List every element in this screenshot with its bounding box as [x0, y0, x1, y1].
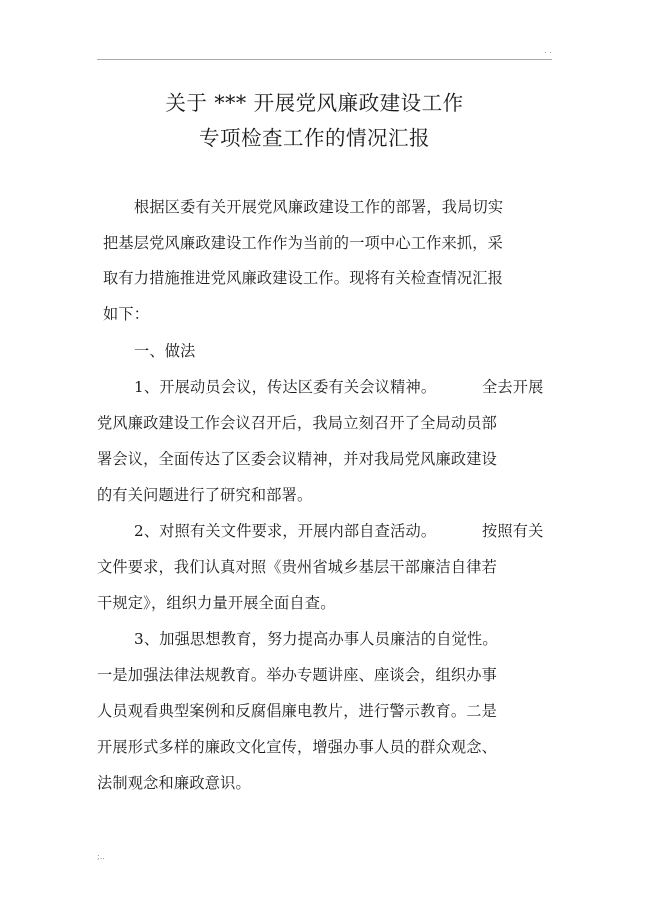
- paragraph-line: 根据区委有关开展党风廉政建设工作的部署，我局切实: [134, 198, 504, 216]
- paragraph-line: 文件要求，我们认真对照《贵州省城乡基层干部廉洁自律若: [97, 558, 498, 576]
- header-mark: . .: [544, 46, 552, 55]
- item-heading: 1、开展动员会议，传达区委有关会议精神。: [134, 378, 437, 396]
- document-title-line-2: 专项检查工作的情况汇报: [199, 126, 430, 150]
- paragraph-line: 人员观看典型案例和反腐倡廉电教片，进行警示教育。二是: [97, 702, 498, 720]
- item-heading-continuation: 全去开展: [482, 378, 544, 396]
- paragraph-line: 署会议，全面传达了区委会议精神，并对我局党风廉政建设: [97, 450, 498, 468]
- paragraph-line: 把基层党风廉政建设工作作为当前的一项中心工作来抓，采: [103, 234, 504, 252]
- header-rule: [97, 59, 552, 60]
- section-heading: 一、做法: [134, 342, 196, 360]
- paragraph-line: 党风廉政建设工作会议召开后，我局立刻召开了全局动员部: [97, 414, 498, 432]
- item-heading-continuation: 按照有关: [482, 522, 544, 540]
- paragraph-line: 法制观念和廉政意识。: [97, 774, 251, 792]
- paragraph-line: 取有力措施推进党风廉政建设工作。现将有关检查情况汇报: [103, 269, 504, 287]
- paragraph-line: 开展形式多样的廉政文化宣传，增强办事人员的群众观念、: [97, 738, 498, 756]
- paragraph-line: 一是加强法律法规教育。举办专题讲座、座谈会，组织办事: [97, 666, 498, 684]
- paragraph-line: 的有关问题进行了研究和部署。: [97, 486, 313, 504]
- paragraph-line: 干规定》，组织力量开展全面自查。: [97, 594, 336, 612]
- paragraph-line: 如下：: [103, 305, 150, 323]
- item-heading: 3、加强思想教育，努力提高办事人员廉洁的自觉性。: [134, 630, 498, 648]
- document-title-line-1: 关于 *** 开展党风廉政建设工作: [165, 91, 464, 115]
- item-heading: 2、对照有关文件要求，开展内部自查活动。: [134, 522, 437, 540]
- footer-mark: ;..: [97, 852, 105, 861]
